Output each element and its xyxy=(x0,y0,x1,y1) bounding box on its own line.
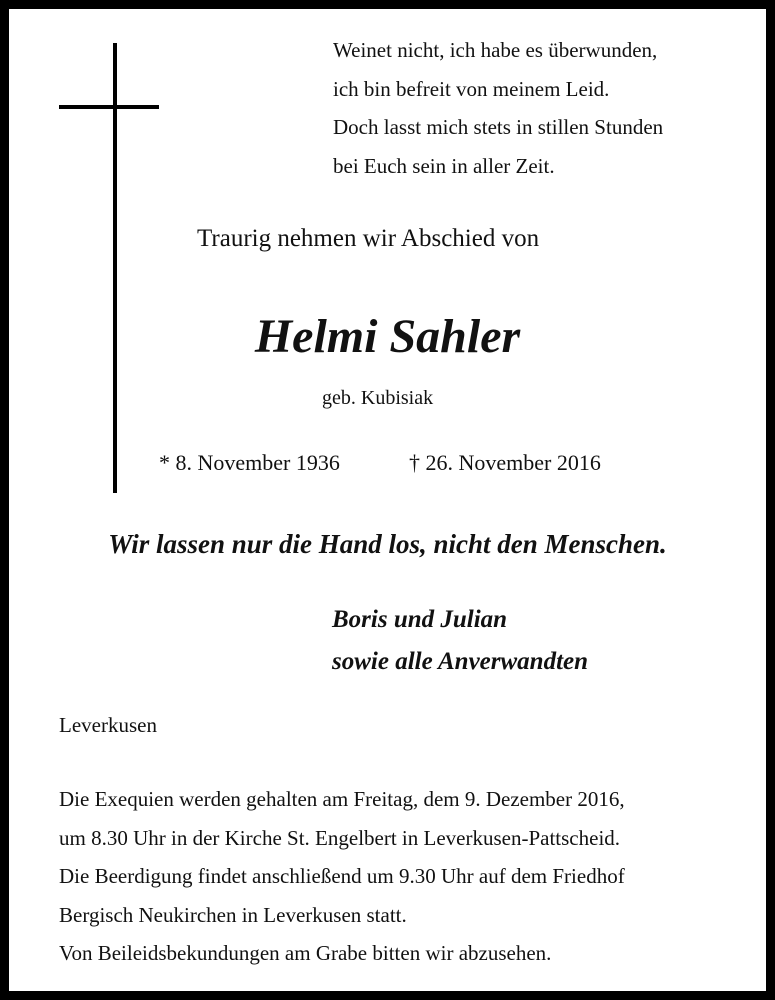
poem xyxy=(333,31,663,186)
funeral-line: um 8.30 Uhr in der Kirche St. Engelbert in Leverkusen-Pattscheid. xyxy=(59,825,621,850)
motto: Wir lassen nur die Hand los, nicht den Menschen. xyxy=(108,529,667,559)
poem-line: ich bin befreit von meinem Leid. xyxy=(333,76,610,101)
mourners-line: sowie alle Anverwandten xyxy=(332,648,589,675)
birth-date: * 8. November 1936 xyxy=(159,450,340,475)
poem-line: Doch lasst mich stets in stillen Stunden xyxy=(333,115,664,140)
cross-horizontal-bar xyxy=(59,105,159,109)
funeral-line: Bergisch Neukirchen in Leverkusen statt. xyxy=(59,902,407,927)
funeral-line: Die Beerdigung findet anschließend um 9.30 Uhr auf dem Friedhof xyxy=(59,864,625,889)
funeral-line: Von Beileidsbekundungen am Grabe bitten wir abzusehen. xyxy=(59,941,552,966)
mourners-line: Boris und Julian xyxy=(332,606,508,633)
place: Leverkusen xyxy=(59,713,157,737)
poem-line: bei Euch sein in aller Zeit. xyxy=(333,154,555,179)
birth-name: geb. Kubisiak xyxy=(322,387,434,409)
funeral-line: Die Exequien werden gehalten am Freitag, dem 9. Dezember 2016, xyxy=(59,787,625,811)
funeral-details xyxy=(59,780,625,973)
death-date: † 26. November 2016 xyxy=(409,450,601,475)
cross-vertical-bar xyxy=(113,43,117,493)
deceased-name: Helmi Sahler xyxy=(254,310,521,363)
mourners xyxy=(332,599,588,683)
poem-line: Weinet nicht, ich habe es überwunden, xyxy=(333,38,658,62)
farewell-intro: Traurig nehmen wir Abschied von xyxy=(197,225,540,252)
